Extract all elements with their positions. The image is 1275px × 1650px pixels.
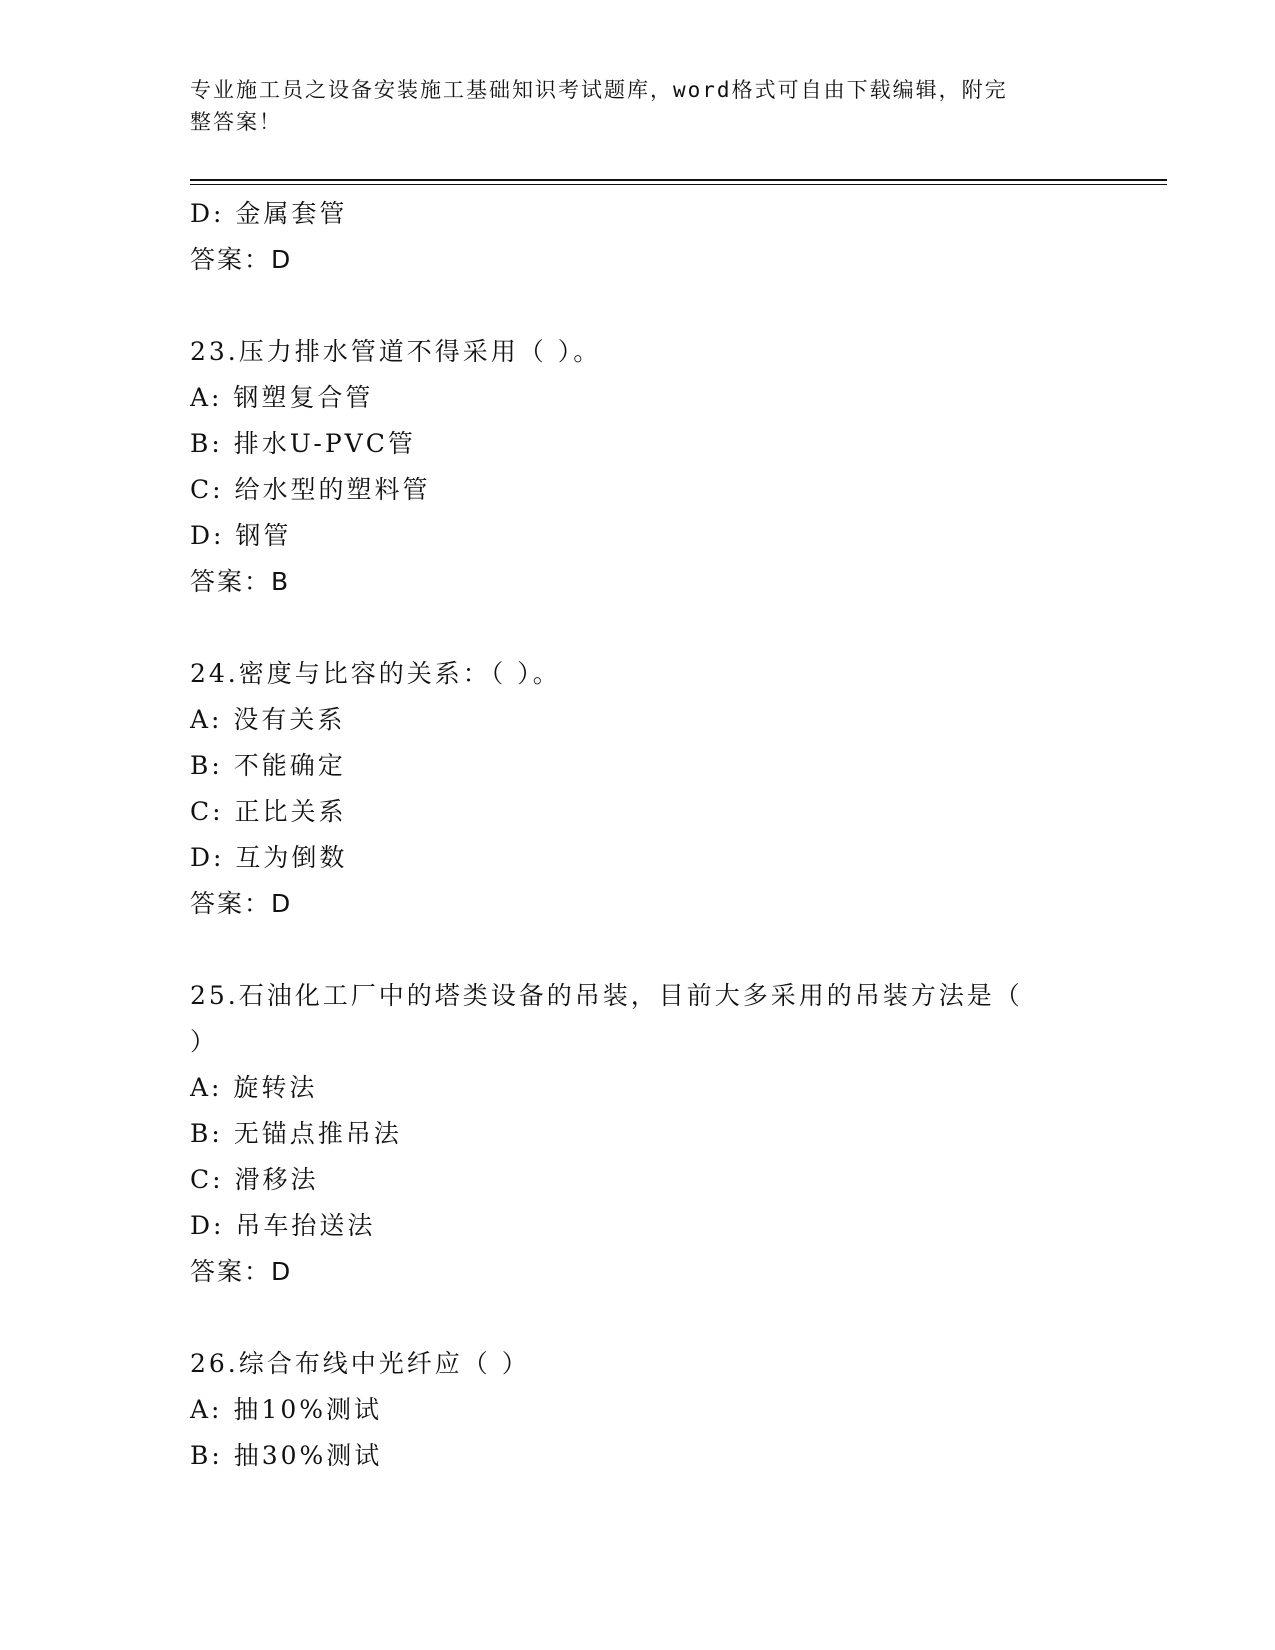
option-c: C: 正比关系 (190, 797, 347, 826)
option-b: B: 不能确定 (190, 751, 346, 780)
spacer (190, 1295, 1090, 1341)
option-b: B: 抽30%测试 (190, 1441, 383, 1470)
spacer (190, 283, 1090, 329)
question-23 (190, 329, 1090, 605)
option-a: A: 旋转法 (190, 1073, 318, 1102)
option-d: D: 互为倒数 (190, 843, 348, 872)
question-25 (190, 973, 1090, 1295)
question-22-tail (190, 191, 1090, 283)
question-text-line-2: ） (190, 1027, 219, 1056)
question-text: 26.综合布线中光纤应（ ） (190, 1349, 530, 1378)
document-header (190, 74, 1090, 138)
option-d: D: 吊车抬送法 (190, 1211, 376, 1240)
option-a: A: 钢塑复合管 (190, 383, 374, 412)
header-divider-thin (190, 184, 1167, 185)
option-d: D: 金属套管 (190, 199, 348, 228)
question-text-line-1: 25.石油化工厂中的塔类设备的吊装，目前大多采用的吊装方法是（ (190, 981, 1023, 1010)
answer-line: 答案：D (190, 889, 293, 918)
answer-line: 答案：D (190, 1257, 293, 1286)
header-line-2: 整答案！ (190, 110, 282, 134)
option-d: D: 钢管 (190, 521, 292, 550)
option-b: B: 无锚点推吊法 (190, 1119, 402, 1148)
option-c: C: 滑移法 (190, 1165, 319, 1194)
option-b: B: 排水U-PVC管 (190, 429, 416, 458)
spacer (190, 605, 1090, 651)
option-c: C: 给水型的塑料管 (190, 475, 431, 504)
option-a: A: 没有关系 (190, 705, 346, 734)
answer-line: 答案：B (190, 567, 291, 596)
header-line-1: 专业施工员之设备安装施工基础知识考试题库，word格式可自由下载编辑，附完 (190, 78, 1008, 102)
header-divider-thick (190, 179, 1167, 181)
question-26 (190, 1341, 1090, 1479)
answer-line: 答案：D (190, 245, 293, 274)
question-text: 23.压力排水管道不得采用（ ）。 (190, 337, 602, 366)
question-list (190, 191, 1090, 1479)
question-text: 24.密度与比容的关系：（ ）。 (190, 659, 561, 688)
spacer (190, 927, 1090, 973)
question-24 (190, 651, 1090, 927)
option-a: A: 抽10%测试 (190, 1395, 382, 1424)
